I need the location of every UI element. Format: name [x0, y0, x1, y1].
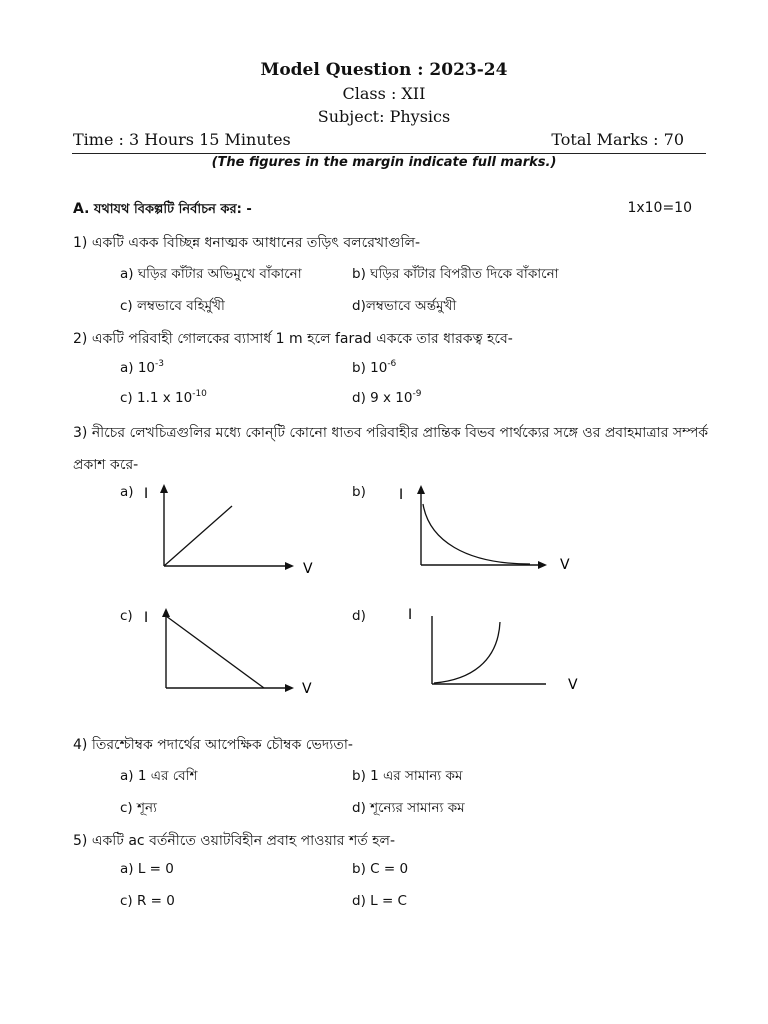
- section-a-heading: [73, 200, 252, 221]
- q2-option-a-exp: -3: [155, 359, 164, 369]
- q3-graph-c-y-arrow: [162, 608, 170, 617]
- q3-graph-a-x-label: V: [303, 561, 313, 577]
- class-label: Class : XII: [342, 84, 426, 103]
- section-a-marks: 1x10=10: [627, 200, 692, 216]
- page-title: Model Question : 2023-24: [260, 60, 508, 80]
- q2-option-c-exp: -10: [192, 389, 207, 399]
- question-1: 1) একটি একক বিচ্ছিন্ন ধনাত্মক আধানের তড়িৎ বলরেখাগুলি-: [73, 235, 421, 251]
- q4-option-b: b) 1 এর সামান্য কম: [352, 768, 463, 784]
- q3-graph-b-curve: [423, 504, 530, 564]
- q3-graph-c-label: c): [120, 608, 133, 624]
- question-5: 5) একটি ac বর্তনীতে ওয়াটবিহীন প্রবাহ পাওয়ার শর্ত হল-: [73, 833, 396, 849]
- q2-option-d: [352, 390, 421, 406]
- question-4: 4) তিরশ্চৌম্বক পদার্থের আপেক্ষিক চৌম্বক ভেদ্যতা-: [73, 737, 353, 753]
- q3-graph-c-x-label: V: [302, 681, 312, 697]
- q3-graph-a-label: a): [120, 484, 134, 500]
- q2-option-c: [120, 390, 207, 406]
- q3-graph-c: [140, 604, 320, 704]
- q1-option-b: b) ঘড়ির কাঁটার বিপরীত দিকে বাঁকানো: [352, 266, 559, 282]
- section-a-instruction: যথাযথ বিকল্পটি নির্বাচন কর: -: [93, 202, 252, 217]
- total-marks-label: Total Marks : 70: [551, 130, 684, 149]
- q3-graph-b-y-arrow: [417, 485, 425, 494]
- q2-option-d-base: d) 9 x 10: [352, 390, 413, 406]
- q3-graph-b-x-arrow: [538, 561, 547, 569]
- q5-option-c: c) R = 0: [120, 893, 175, 909]
- q2-option-d-exp: -9: [412, 389, 422, 399]
- header-divider: [72, 153, 706, 154]
- q3-graph-a: [140, 480, 320, 585]
- q3-graph-a-y-label: I: [144, 486, 149, 502]
- question-2: 2) একটি পরিবাহী গোলকের ব্যাসার্ধ 1 m হলে farad এককে তার ধারকত্ব হবে-: [73, 331, 513, 347]
- q5-option-d: d) L = C: [352, 893, 407, 909]
- q2-option-a-base: a) 10: [120, 360, 156, 376]
- q5-option-b: b) C = 0: [352, 861, 409, 877]
- question-3-line-1: 3) নীচের লেখচিত্রগুলির মধ্যে কোন্‌টি কোনো ধাতব পরিবাহীর প্রান্তিক বিভব পার্থক্যের সঙ্গে ওর প্রবাহমাত্রার সম্পর্ক: [73, 425, 709, 441]
- q5-option-a: a) L = 0: [120, 861, 174, 877]
- q1-option-a: a) ঘড়ির কাঁটার অভিমুখে বাঁকানো: [120, 266, 302, 282]
- q3-graph-d: [400, 604, 590, 704]
- time-label: Time : 3 Hours 15 Minutes: [73, 130, 291, 149]
- q3-graph-d-label: d): [352, 608, 366, 624]
- q2-option-c-base: c) 1.1 x 10: [120, 390, 193, 406]
- q2-option-b-base: b) 10: [352, 360, 388, 376]
- q3-graph-b-x-label: V: [560, 557, 570, 573]
- q1-option-d: d)লম্বভাবে অর্ন্তমুখী: [352, 298, 457, 314]
- q2-option-b-exp: -6: [387, 359, 397, 369]
- q4-option-c: c) শূন্য: [120, 800, 157, 816]
- marks-note: (The figures in the margin indicate full marks.): [211, 155, 557, 170]
- q3-graph-c-y-label: I: [144, 610, 149, 626]
- q3-graph-d-y-label: I: [408, 607, 413, 623]
- q3-graph-d-curve: [434, 622, 500, 683]
- q2-option-a: [120, 360, 164, 376]
- q3-graph-b: [395, 480, 585, 585]
- section-a-label: A.: [73, 201, 90, 217]
- q1-option-c: c) লম্বভাবে বহির্মুখী: [120, 298, 225, 314]
- question-3-line-2: প্রকাশ করে-: [73, 457, 139, 473]
- subject-label: Subject: Physics: [317, 107, 451, 126]
- q3-graph-d-x-label: V: [568, 677, 578, 693]
- q3-graph-a-x-arrow: [285, 562, 294, 570]
- q3-graph-a-curve: [164, 506, 232, 566]
- q3-graph-b-y-label: I: [399, 487, 404, 503]
- q2-option-b: [352, 360, 396, 376]
- q3-graph-a-y-arrow: [160, 484, 168, 493]
- q3-graph-c-x-arrow: [285, 684, 294, 692]
- q4-option-d: d) শূন্যের সামান্য কম: [352, 800, 465, 816]
- q3-graph-c-curve: [166, 616, 264, 688]
- q3-graph-b-label: b): [352, 484, 366, 500]
- q4-option-a: a) 1 এর বেশি: [120, 768, 198, 784]
